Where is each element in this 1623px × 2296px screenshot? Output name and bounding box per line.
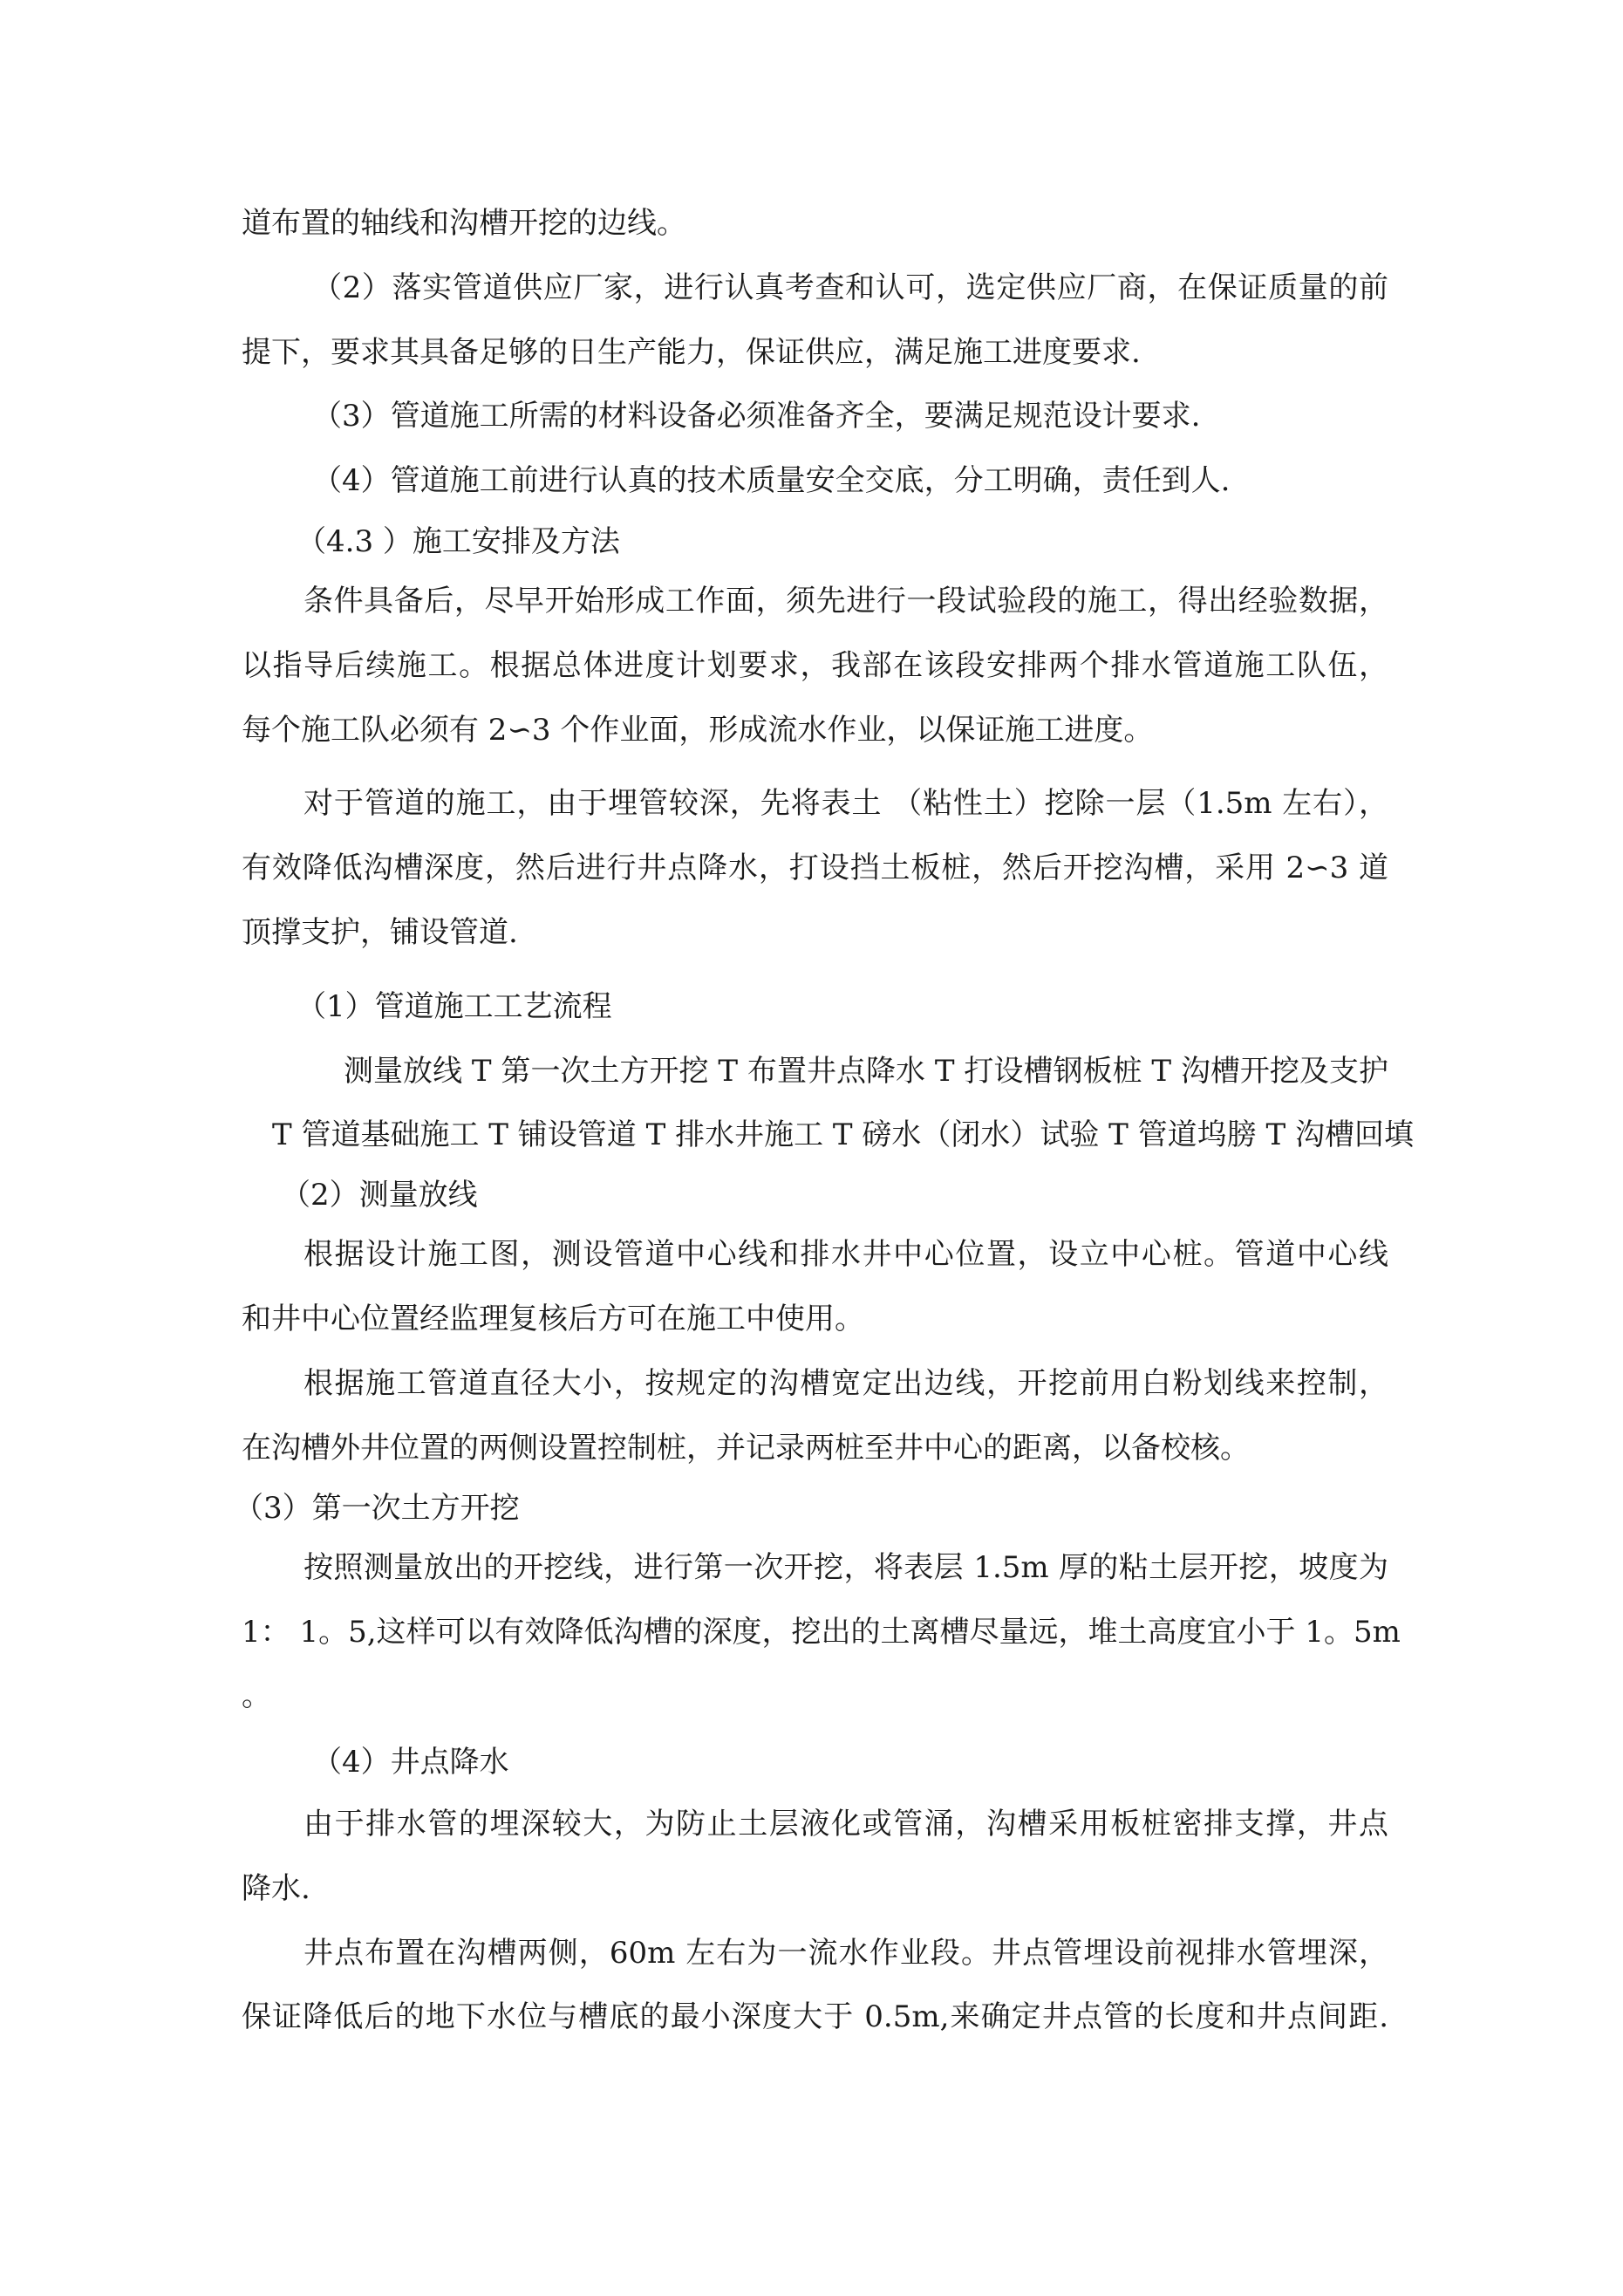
text-line: 1： 1。5,这样可以有效降低沟槽的深度，挖出的土离槽尽量远，堆土高度宜小于 1。5m bbox=[242, 1615, 1401, 1650]
text-line: 根据设计施工图，测设管道中心线和排水井中心位置，设立中心桩。管道中心线 bbox=[303, 1237, 1388, 1272]
process-flow-line: 测量放线 T 第一次土方开挖 T 布置井点降水 T 打设槽钢板桩 T 沟槽开挖及支护 bbox=[344, 1054, 1388, 1089]
section-heading: （4）井点降水 bbox=[312, 1745, 509, 1780]
section-heading: （4.3 ）施工安排及方法 bbox=[297, 524, 620, 559]
text-line: 根据施工管道直径大小，按规定的沟槽宽定出边线，开挖前用白粉划线来控制， bbox=[303, 1366, 1388, 1401]
text-line: 按照测量放出的开挖线，进行第一次开挖，将表层 1.5m 厚的粘土层开挖，坡度为 bbox=[303, 1550, 1388, 1585]
text-line: 顶撑支护，铺设管道. bbox=[242, 915, 518, 950]
text-line: 对于管道的施工，由于埋管较深，先将表土 （粘性土）挖除一层（1.5m 左右）， bbox=[303, 786, 1388, 821]
text-line: 井点布置在沟槽两侧，60m 左右为一流水作业段。井点管埋设前视排水管埋深， bbox=[303, 1936, 1388, 1971]
process-flow-line: T 管道基础施工 T 铺设管道 T 排水井施工 T 磅水（闭水）试验 T 管道坞膀 T 沟槽回填 bbox=[272, 1117, 1414, 1152]
text-line: 条件具备后，尽早开始形成工作面，须先进行一段试验段的施工，得出经验数据， bbox=[303, 584, 1388, 618]
text-line: 。 bbox=[242, 1678, 271, 1713]
text-line: 提下，要求其具备足够的日生产能力，保证供应，满足施工进度要求. bbox=[242, 335, 1141, 370]
section-heading: （2）测量放线 bbox=[281, 1178, 478, 1213]
text-line: 在沟槽外井位置的两侧设置控制桩，并记录两桩至井中心的距离，以备校核。 bbox=[242, 1431, 1250, 1466]
text-line: 由于排水管的埋深较大，为防止土层液化或管涌，沟槽采用板桩密排支撑，井点 bbox=[303, 1807, 1388, 1842]
text-line: 降水. bbox=[242, 1871, 310, 1906]
text-line: 有效降低沟槽深度，然后进行井点降水，打设挡土板桩，然后开挖沟槽，采用 2∽3 道 bbox=[242, 851, 1388, 885]
text-line: 和井中心位置经监理复核后方可在施工中使用。 bbox=[242, 1302, 864, 1336]
text-line: 每个施工队必须有 2∽3 个作业面，形成流水作业，以保证施工进度。 bbox=[242, 713, 1154, 748]
text-line: 保证降低后的地下水位与槽底的最小深度大于 0.5m,来确定井点管的长度和井点间距. bbox=[242, 1999, 1388, 2034]
section-heading: （3）第一次土方开挖 bbox=[234, 1491, 520, 1526]
section-heading: （1）管道施工工艺流程 bbox=[297, 989, 612, 1024]
text-line: （3）管道施工所需的材料设备必须准备齐全，要满足规范设计要求. bbox=[312, 399, 1201, 434]
text-line: 道布置的轴线和沟槽开挖的边线。 bbox=[242, 206, 686, 241]
text-line: 以指导后续施工。根据总体进度计划要求，我部在该段安排两个排水管道施工队伍， bbox=[242, 648, 1388, 683]
text-line: （4）管道施工前进行认真的技术质量安全交底，分工明确，责任到人. bbox=[312, 463, 1231, 498]
text-line: （2）落实管道供应厂家，进行认真考查和认可，选定供应厂商，在保证质量的前 bbox=[312, 270, 1388, 305]
